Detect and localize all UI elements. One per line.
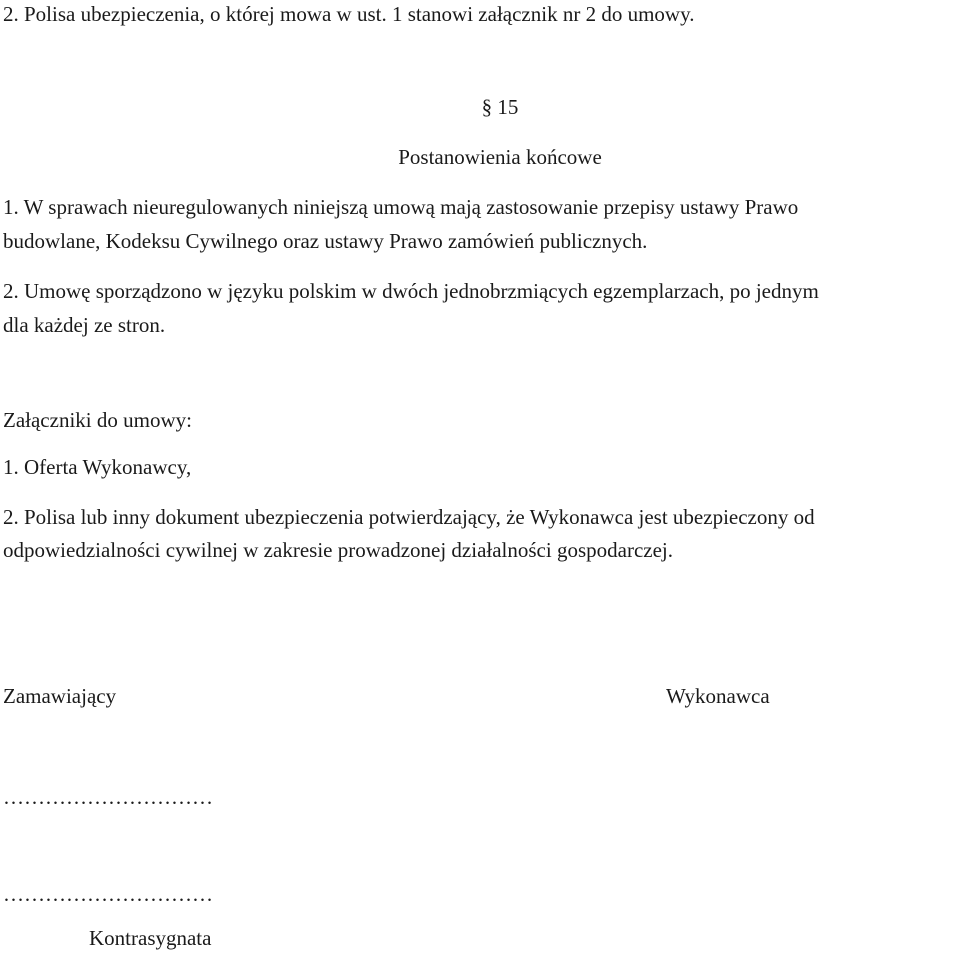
- previous-clause-item-2: 2. Polisa ubezpieczenia, o której mowa w ust. 1 stanowi załącznik nr 2 do umowy.: [3, 2, 695, 26]
- attachment-item-2-line-2: odpowiedzialności cywilnej w zakresie prowadzonej działalności gospodarczej.: [3, 538, 674, 562]
- attachments-heading: Załączniki do umowy:: [3, 408, 192, 432]
- countersignature-label: Kontrasygnata: [89, 926, 212, 950]
- signature-dots-2: …………………………: [3, 882, 213, 906]
- signature-contractor: Wykonawca: [666, 684, 770, 708]
- section-title: Postanowienia końcowe: [398, 145, 602, 169]
- signature-dots-1: …………………………: [3, 785, 213, 809]
- section-item-2-line-2: dla każdej ze stron.: [3, 313, 166, 337]
- attachment-item-1: 1. Oferta Wykonawcy,: [3, 455, 192, 479]
- section-item-2-line-1: 2. Umowę sporządzono w języku polskim w dwóch jednobrzmiących egzemplarzach, po jednym: [3, 279, 819, 303]
- signature-contracting-party: Zamawiający: [3, 684, 117, 708]
- section-item-1-line-1: 1. W sprawach nieuregulowanych niniejszą umową mają zastosowanie przepisy ustawy Prawo: [3, 195, 799, 219]
- attachment-item-2-line-1: 2. Polisa lub inny dokument ubezpieczenia potwierdzający, że Wykonawca jest ubezpieczony od: [3, 505, 815, 529]
- section-item-1-line-2: budowlane, Kodeksu Cywilnego oraz ustawy Prawo zamówień publicznych.: [3, 229, 648, 253]
- section-number: § 15: [481, 95, 519, 119]
